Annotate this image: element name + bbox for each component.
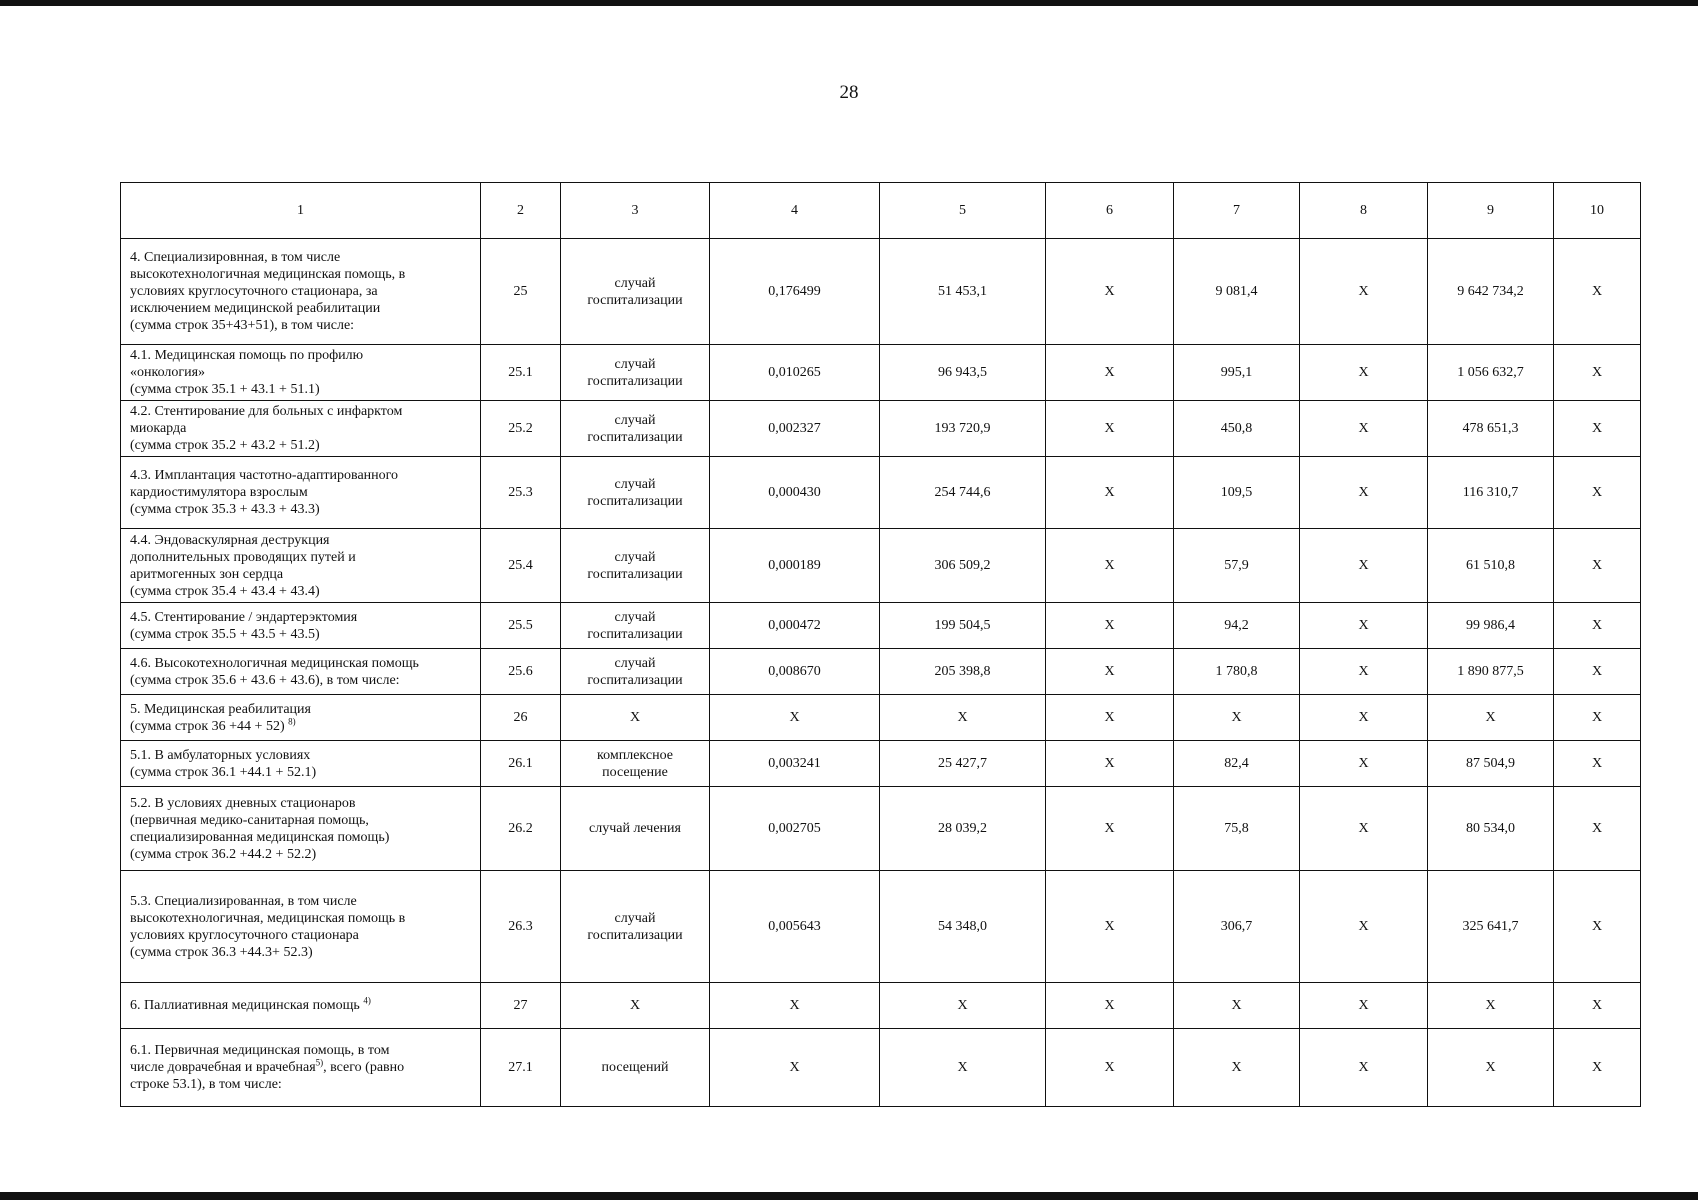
table-cell: 25.5 <box>481 603 561 649</box>
row-label-line: 4.4. Эндоваскулярная деструкция <box>130 532 330 548</box>
table-cell: X <box>1300 871 1428 983</box>
table-cell: 28 039,2 <box>880 787 1046 871</box>
table-cell: 27.1 <box>481 1029 561 1107</box>
table-cell: 995,1 <box>1174 345 1300 401</box>
table-cell: 0,005643 <box>710 871 880 983</box>
row-label <box>121 983 481 1029</box>
footnote-mark: 8) <box>288 715 296 726</box>
row-label-line: 6.1. Первичная медицинская помощь, в том <box>130 1043 390 1058</box>
table-cell: X <box>710 983 880 1029</box>
table-cell: X <box>1554 983 1641 1029</box>
row-label-line: (первичная медико-санитарная помощь, <box>130 812 369 828</box>
table-cell: X <box>561 983 710 1029</box>
table-cell: случай госпитализации <box>561 401 710 457</box>
table-cell: 0,002327 <box>710 401 880 457</box>
table-cell: X <box>1554 695 1641 741</box>
table-cell: 0,008670 <box>710 649 880 695</box>
table-cell: X <box>1554 239 1641 345</box>
row-label-line: 4.2. Стентирование для больных с инфарктом <box>130 404 403 419</box>
col-header: 5 <box>880 183 1046 239</box>
row-label-line: 4.1. Медицинская помощь по профилю <box>130 348 364 363</box>
table-cell: X <box>1300 345 1428 401</box>
table-cell: X <box>1046 345 1174 401</box>
table-cell: X <box>1174 983 1300 1029</box>
table-cell: 51 453,1 <box>880 239 1046 345</box>
scan-top-edge <box>0 0 1698 6</box>
table-cell: X <box>1046 983 1174 1029</box>
scan-bottom-edge <box>0 1192 1698 1200</box>
table-cell: 109,5 <box>1174 457 1300 529</box>
row-label-line: 6. Паллиативная медицинская помощь <box>130 998 360 1013</box>
row-label-line: (сумма строк 36 +44 + 52) <box>130 718 285 734</box>
table-row <box>121 787 1641 871</box>
row-label-line: (сумма строк 35.5 + 43.5 + 43.5) <box>130 626 320 642</box>
table-cell: X <box>1428 695 1554 741</box>
table-cell: 61 510,8 <box>1428 529 1554 603</box>
table-cell: 82,4 <box>1174 741 1300 787</box>
table-cell: 450,8 <box>1174 401 1300 457</box>
row-label-line: специализированная медицинская помощь) <box>130 829 390 845</box>
table-row <box>121 871 1641 983</box>
footnote-mark: 5) <box>315 1057 324 1068</box>
row-label-line: условиях круглосуточного стационара, за <box>130 284 378 299</box>
row-label-line: 5. Медицинская реабилитация <box>130 701 311 717</box>
table-cell: X <box>1046 1029 1174 1107</box>
table-cell: случай госпитализации <box>561 603 710 649</box>
table-cell: 25.3 <box>481 457 561 529</box>
col-header: 8 <box>1300 183 1428 239</box>
table-cell: X <box>710 695 880 741</box>
row-label-line: (сумма строк 35.1 + 43.1 + 51.1) <box>130 382 320 397</box>
table-cell: X <box>1554 871 1641 983</box>
col-header: 9 <box>1428 183 1554 239</box>
table-cell: X <box>1428 1029 1554 1107</box>
table-cell: X <box>1046 457 1174 529</box>
row-label <box>121 457 481 529</box>
table-cell: X <box>880 983 1046 1029</box>
table-cell: случай госпитализации <box>561 457 710 529</box>
table-cell: 25 427,7 <box>880 741 1046 787</box>
row-label-line: высокотехнологичная медицинская помощь, в <box>130 267 406 282</box>
row-label-line: (сумма строк 35.2 + 43.2 + 51.2) <box>130 438 320 453</box>
row-label <box>121 741 481 787</box>
row-label-line: 5.1. В амбулаторных условиях <box>130 747 311 763</box>
table-cell: 80 534,0 <box>1428 787 1554 871</box>
table-cell: X <box>1554 649 1641 695</box>
row-label <box>121 649 481 695</box>
table-row <box>121 741 1641 787</box>
table-cell: 0,010265 <box>710 345 880 401</box>
table-cell: 1 056 632,7 <box>1428 345 1554 401</box>
table-cell: 306,7 <box>1174 871 1300 983</box>
table-cell: 0,176499 <box>710 239 880 345</box>
table-cell: комплексное посещение <box>561 741 710 787</box>
table-row <box>121 529 1641 603</box>
table-row <box>121 401 1641 457</box>
table-cell: X <box>1174 695 1300 741</box>
table-cell: 0,000189 <box>710 529 880 603</box>
table-cell: 306 509,2 <box>880 529 1046 603</box>
table-row <box>121 345 1641 401</box>
table-cell: X <box>1300 787 1428 871</box>
table-cell: 1 890 877,5 <box>1428 649 1554 695</box>
table-cell: 199 504,5 <box>880 603 1046 649</box>
col-header: 4 <box>710 183 880 239</box>
table-cell: 9 081,4 <box>1174 239 1300 345</box>
table-cell: X <box>1046 603 1174 649</box>
table-cell: 25.4 <box>481 529 561 603</box>
row-label <box>121 239 481 345</box>
table-cell: X <box>880 695 1046 741</box>
row-label <box>121 603 481 649</box>
table-cell: X <box>1300 649 1428 695</box>
table-cell: X <box>1046 401 1174 457</box>
table-cell: 99 986,4 <box>1428 603 1554 649</box>
col-header: 6 <box>1046 183 1174 239</box>
table-cell: X <box>1554 603 1641 649</box>
table-cell: X <box>1554 457 1641 529</box>
table-cell: X <box>1554 741 1641 787</box>
table-cell: случай госпитализации <box>561 871 710 983</box>
table-cell: 26 <box>481 695 561 741</box>
table-cell: X <box>1300 741 1428 787</box>
row-label-line: числе доврачебная и врачебная <box>130 1060 316 1075</box>
table-cell: X <box>1046 695 1174 741</box>
table-cell: X <box>1554 401 1641 457</box>
col-header: 1 <box>121 183 481 239</box>
row-label-line: строке 53.1), в том числе: <box>130 1077 282 1092</box>
table-cell: 116 310,7 <box>1428 457 1554 529</box>
row-label-line: 5.3. Специализированная, в том числе <box>130 893 357 909</box>
row-label-line: (сумма строк 35.6 + 43.6 + 43.6), в том числе: <box>130 672 400 688</box>
table-cell: 96 943,5 <box>880 345 1046 401</box>
table-cell: X <box>1554 529 1641 603</box>
col-header: 2 <box>481 183 561 239</box>
table-cell: X <box>561 695 710 741</box>
table-cell: 75,8 <box>1174 787 1300 871</box>
table-cell: X <box>710 1029 880 1107</box>
table-cell: случай госпитализации <box>561 529 710 603</box>
table-cell: случай лечения <box>561 787 710 871</box>
data-table <box>120 182 1641 1107</box>
table-cell: X <box>1300 983 1428 1029</box>
table-cell: X <box>1300 239 1428 345</box>
table-cell: X <box>1046 741 1174 787</box>
table-cell: случай госпитализации <box>561 649 710 695</box>
table-cell: 25.6 <box>481 649 561 695</box>
table-cell: 0,000430 <box>710 457 880 529</box>
table-cell: X <box>1300 1029 1428 1107</box>
header-row <box>121 183 1641 239</box>
table-cell: 478 651,3 <box>1428 401 1554 457</box>
table-cell: X <box>1300 457 1428 529</box>
row-label-line: кардиостимулятора взрослым <box>130 485 308 500</box>
table-cell: 87 504,9 <box>1428 741 1554 787</box>
table-cell: 25 <box>481 239 561 345</box>
row-label-line: 5.2. В условиях дневных стационаров <box>130 795 356 811</box>
table-cell: X <box>1300 529 1428 603</box>
table-cell: X <box>1300 401 1428 457</box>
row-label <box>121 401 481 457</box>
table-cell: случай госпитализации <box>561 345 710 401</box>
table-cell: 26.3 <box>481 871 561 983</box>
table-row <box>121 983 1641 1029</box>
row-label <box>121 695 481 741</box>
row-label-line: дополнительных проводящих путей и <box>130 549 356 565</box>
table-cell: 26.1 <box>481 741 561 787</box>
row-label <box>121 345 481 401</box>
table-row <box>121 239 1641 345</box>
row-label-line: (сумма строк 36.2 +44.2 + 52.2) <box>130 846 317 862</box>
table-cell: посещений <box>561 1029 710 1107</box>
row-label-line: , всего (равно <box>323 1060 405 1075</box>
table-cell: X <box>880 1029 1046 1107</box>
row-label-line: (сумма строк 35.3 + 43.3 + 43.3) <box>130 502 320 517</box>
col-header: 3 <box>561 183 710 239</box>
row-label-line: (сумма строк 35+43+51), в том числе: <box>130 318 355 333</box>
table-row <box>121 695 1641 741</box>
table-cell: 26.2 <box>481 787 561 871</box>
table-cell: 325 641,7 <box>1428 871 1554 983</box>
row-label-line: условиях круглосуточного стационара <box>130 927 359 943</box>
table-row <box>121 1029 1641 1107</box>
row-label <box>121 529 481 603</box>
table-cell: 205 398,8 <box>880 649 1046 695</box>
row-label <box>121 1029 481 1107</box>
table-cell: X <box>1428 983 1554 1029</box>
row-label-line: (сумма строк 35.4 + 43.4 + 43.4) <box>130 583 320 599</box>
table-cell: 27 <box>481 983 561 1029</box>
table-cell: 54 348,0 <box>880 871 1046 983</box>
table-cell: 94,2 <box>1174 603 1300 649</box>
page-number: 28 <box>839 82 859 103</box>
table-cell: 193 720,9 <box>880 401 1046 457</box>
row-label-line: (сумма строк 36.1 +44.1 + 52.1) <box>130 764 317 780</box>
table-cell: X <box>1046 787 1174 871</box>
table-cell: X <box>1554 345 1641 401</box>
table-cell: 57,9 <box>1174 529 1300 603</box>
table-cell: X <box>1554 787 1641 871</box>
table-cell: X <box>1046 649 1174 695</box>
table-cell: 0,000472 <box>710 603 880 649</box>
table-cell: 0,003241 <box>710 741 880 787</box>
table-cell: X <box>1174 1029 1300 1107</box>
table-cell: 254 744,6 <box>880 457 1046 529</box>
table-cell: 9 642 734,2 <box>1428 239 1554 345</box>
row-label <box>121 787 481 871</box>
col-header: 10 <box>1554 183 1641 239</box>
table-cell: X <box>1300 603 1428 649</box>
row-label-line: миокарда <box>130 421 187 436</box>
table-cell: X <box>1046 239 1174 345</box>
table-cell: случай госпитализации <box>561 239 710 345</box>
table-cell: 1 780,8 <box>1174 649 1300 695</box>
row-label-line: 4.3. Имплантация частотно-адаптированного <box>130 468 399 483</box>
table-cell: X <box>1300 695 1428 741</box>
row-label <box>121 871 481 983</box>
row-label-line: высокотехнологичная, медицинская помощь в <box>130 910 406 926</box>
table-cell: 25.1 <box>481 345 561 401</box>
footnote-mark: 4) <box>363 995 371 1006</box>
table-cell: 25.2 <box>481 401 561 457</box>
col-header: 7 <box>1174 183 1300 239</box>
row-label-line: 4.5. Стентирование / эндартерэктомия <box>130 609 358 625</box>
row-label-line: (сумма строк 36.3 +44.3+ 52.3) <box>130 944 313 960</box>
row-label-line: аритмогенных зон сердца <box>130 566 284 582</box>
row-label-line: «онкология» <box>130 365 206 380</box>
row-label-line: исключением медицинской реабилитации <box>130 301 381 316</box>
table-cell: X <box>1046 871 1174 983</box>
table-cell: X <box>1046 529 1174 603</box>
row-label-line: 4.6. Высокотехнологичная медицинская помощь <box>130 655 419 671</box>
table-row <box>121 603 1641 649</box>
table-cell: X <box>1554 1029 1641 1107</box>
table-row <box>121 457 1641 529</box>
table-row <box>121 649 1641 695</box>
row-label-line: 4. Специализировнная, в том числе <box>130 250 341 265</box>
table-cell: 0,002705 <box>710 787 880 871</box>
